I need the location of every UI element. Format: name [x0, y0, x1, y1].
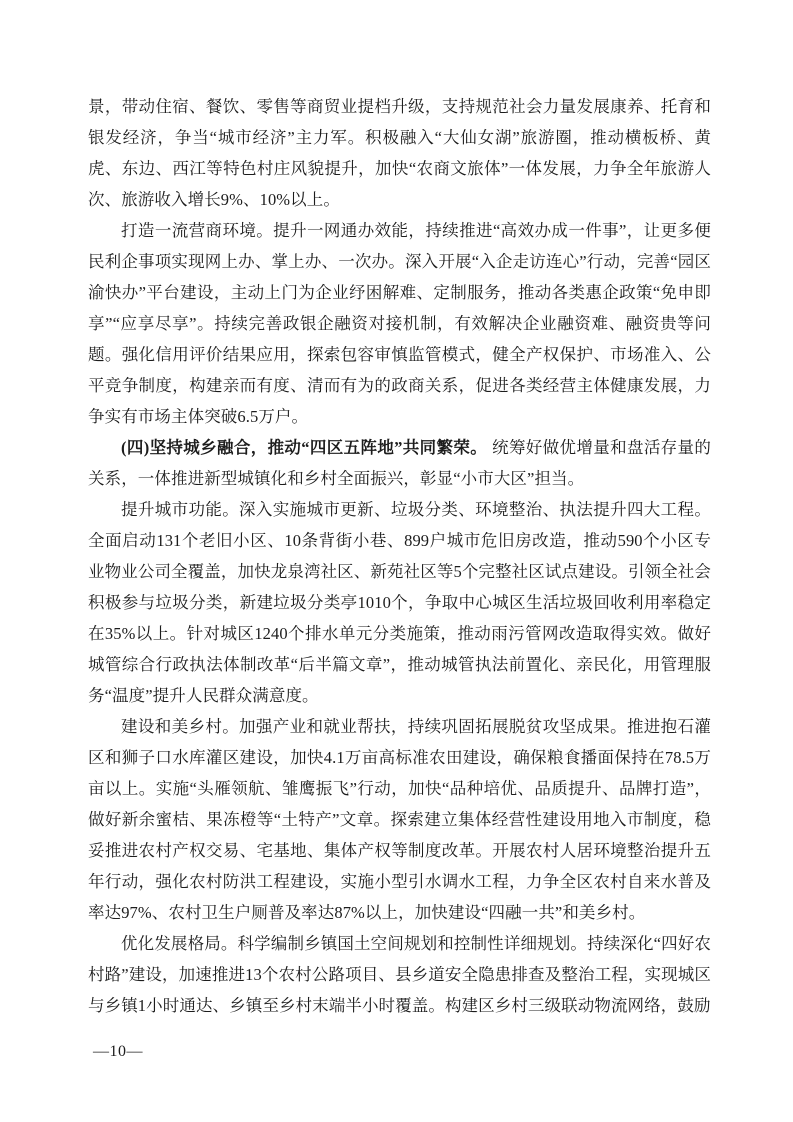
- paragraph-rural-construction: 建设和美乡村。加强产业和就业帮扶，持续巩固拓展脱贫攻坚成果。推进抱石灌区和狮子口水库灌区建设，加快4.1万亩高标准农田建设，确保粮食播面保持在78.5万亩以上。实施“头雁领航、雏鹰振飞”行动，加快“品种培优、品质提升、品牌打造”，做好新余蜜桔、果冻橙等“土特产”文章。探索建立集体经营性建设用地入市制度，稳妥推进农村产权交易、宅基地、集体产权等制度改革。开展农村人居环境整治提升五年行动，强化农村防洪工程建设，实施小型引水调水工程，力争全区农村自来水普及率达97%、农村卫生户厕普及率达87%以上，加快建设“四融一共”和美乡村。: [88, 717, 711, 922]
- paragraph-continuation: 景，带动住宿、餐饮、零售等商贸业提档升级，支持规范社会力量发展康养、托育和银发经济，争当“城市经济”主力军。积极融入“大仙女湖”旅游圈，推动横板桥、黄虎、东边、西江等特色村庄风貌提升，加快“农商文旅体”一体发展，力争全年旅游人次、旅游收入增长9%、10%以上。: [88, 97, 711, 209]
- paragraph-development-layout: 优化发展格局。科学编制乡镇国土空间规划和控制性详细规划。持续深化“四好农村路”建设，加速推进13个农村公路项目、县乡道安全隐患排查及整治工程，实现城区与乡镇1小时通达、乡镇至乡村末端半小时覆盖。构建区乡村三级联动物流网络，鼓励: [88, 934, 711, 1015]
- paragraph-business-environment: 打造一流营商环境。提升一网通办效能，持续推进“高效办成一件事”，让更多便民利企事项实现网上办、掌上办、一次办。深入开展“入企走访连心”行动，完善“园区渝快办”平台建设，主动上门为企业纾困解难、定制服务，推动各类惠企政策“免申即享”“应享尽享”。持续完善政银企融资对接机制，有效解决企业融资难、融资贵等问题。强化信用评价结果应用，探索包容审慎监管模式，健全产权保护、市场准入、公平竞争制度，构建亲而有度、清而有为的政商关系，促进各类经营主体健康发展，力争实有市场主体突破6.5万户。: [88, 221, 711, 426]
- document-body: [88, 91, 711, 1021]
- section-heading: (四)坚持城乡融合，推动“四区五阵地”共同繁荣。: [121, 438, 488, 457]
- page-number: —10—: [93, 1043, 143, 1060]
- section-heading-paragraph: [88, 432, 711, 494]
- section-heading-tail: 统筹好做优增量和盘活存量的关系，一体推进新型城镇化和乡村全面振兴，彰显“小市大区”担当。: [88, 438, 711, 488]
- paragraph-city-function: 提升城市功能。深入实施城市更新、垃圾分类、环境整治、执法提升四大工程。全面启动131个老旧小区、10条背街小巷、899户城市危旧房改造，推动590个小区专业物业公司全覆盖，加快龙泉湾社区、新苑社区等5个完整社区试点建设。引领全社会积极参与垃圾分类，新建垃圾分类亭1010个，争取中心城区生活垃圾回收利用率稳定在35%以上。针对城区1240个排水单元分类施策，推动雨污管网改造取得实效。做好城管综合行政执法体制改革“后半篇文章”，推动城管执法前置化、亲民化，用管理服务“温度”提升人民群众满意度。: [88, 500, 711, 705]
